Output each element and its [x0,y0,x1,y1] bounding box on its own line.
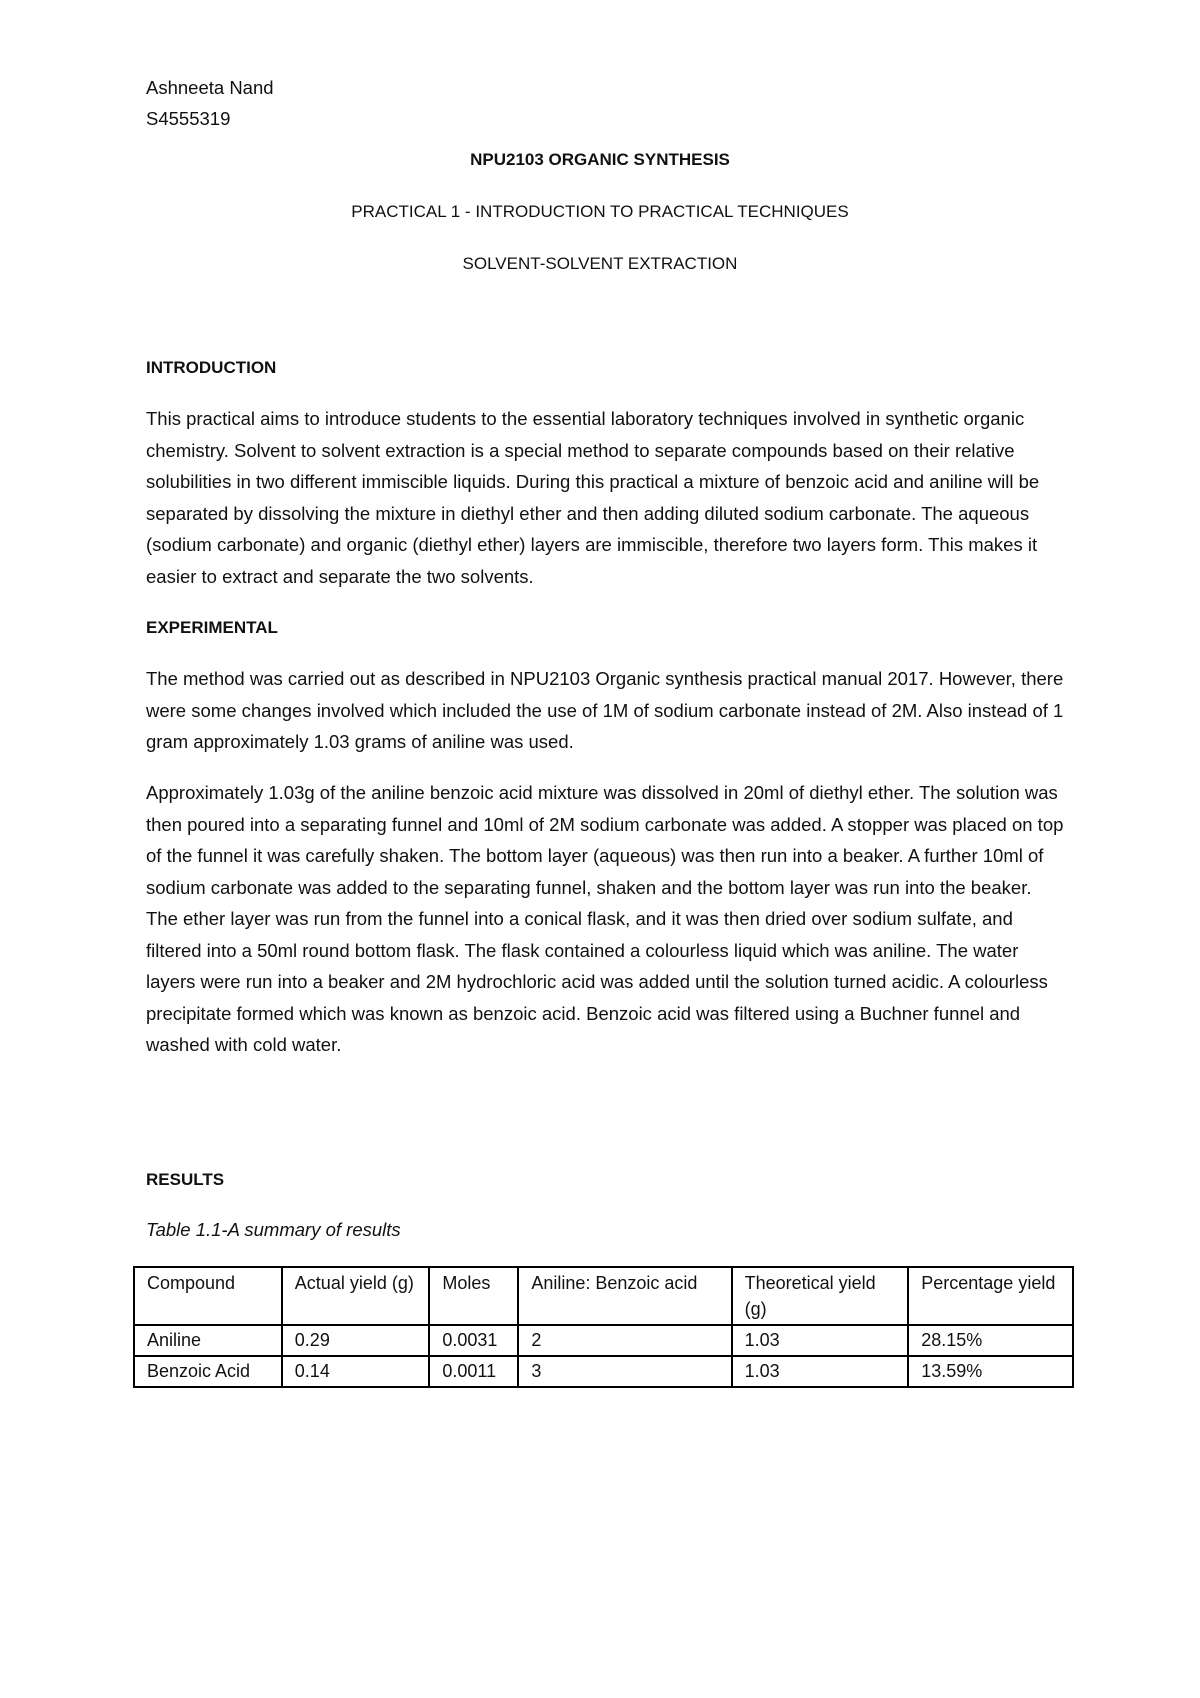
results-table [133,1266,1074,1388]
topic-title: SOLVENT-SOLVENT EXTRACTION [462,254,738,273]
table-cell: 0.29 [282,1325,430,1356]
introduction-body: This practical aims to introduce students to the essential laboratory techniques involved in synthetic organic chemistry. Solvent to solvent extraction is a special method to separate compounds based on their relative solubilities in two different immiscible liquids. During this practical a mixture of benzoic acid and aniline will be separated by dissolving the mixture in diethyl ether and then adding diluted sodium carbonate. The aqueous (sodium carbonate) and organic (diethyl ether) layers are immiscible, therefore two layers form. This makes it easier to extract and separate the two solvents. [146,408,1040,587]
experimental-paragraph-2: Approximately 1.03g of the aniline benzoic acid mixture was dissolved in 20ml of diethyl ether. The solution was then poured into a separating funnel and 10ml of 2M sodium carbonate was added. A stopper was placed on top of the funnel it was carefully shaken. The bottom layer (aqueous) was then run into a beaker. A further 10ml of sodium carbonate was added to the separating funnel, shaken and the bottom layer was run into the beaker. The ether layer was run from the funnel into a conical flask, and it was then dried over sodium sulfate, and filtered into a 50ml round bottom flask. The flask contained a colourless liquid which was aniline. The water layers were run into a beaker and 2M hydrochloric acid was added until the solution turned acidic. A colourless precipitate formed which was known as benzoic acid. Benzoic acid was filtered using a Buchner funnel and washed with cold water. [146,782,1064,1055]
author-name: Ashneeta Nand [146,77,274,98]
table-cell: 13.59% [908,1356,1073,1387]
table-row [134,1325,1073,1356]
table-cell: 2 [518,1325,731,1356]
table-row [134,1356,1073,1387]
table-header-cell: Moles [429,1267,518,1325]
table-cell: Benzoic Acid [134,1356,282,1387]
table-cell: 1.03 [732,1356,909,1387]
table-cell: 28.15% [908,1325,1073,1356]
practical-title: PRACTICAL 1 - INTRODUCTION TO PRACTICAL TECHNIQUES [351,202,849,221]
table-header-cell: Percentage yield [908,1267,1073,1325]
table-cell: 1.03 [732,1325,909,1356]
table-cell: 0.0031 [429,1325,518,1356]
table-cell: Aniline [134,1325,282,1356]
table-header-cell: Theoretical yield (g) [732,1267,909,1325]
experimental-heading: EXPERIMENTAL [146,618,278,637]
results-heading: RESULTS [146,1170,225,1189]
experimental-paragraph-1: The method was carried out as described in NPU2103 Organic synthesis practical manual 2017. However, there were some changes involved which included the use of 1M of sodium carbonate instead of 2M. Also instead of 1 gram approximately 1.03 grams of aniline was used. [146,668,1064,752]
table-header-cell: Actual yield (g) [282,1267,430,1325]
table-header-cell: Aniline: Benzoic acid [518,1267,731,1325]
course-title: NPU2103 ORGANIC SYNTHESIS [470,150,730,169]
table-header-cell: Compound [134,1267,282,1325]
student-id: S4555319 [146,108,231,129]
table-caption: Table 1.1-A summary of results [146,1219,401,1240]
table-cell: 3 [518,1356,731,1387]
introduction-heading: INTRODUCTION [146,358,277,377]
table-cell: 0.0011 [429,1356,518,1387]
table-cell: 0.14 [282,1356,430,1387]
table-header-row [134,1267,1073,1325]
